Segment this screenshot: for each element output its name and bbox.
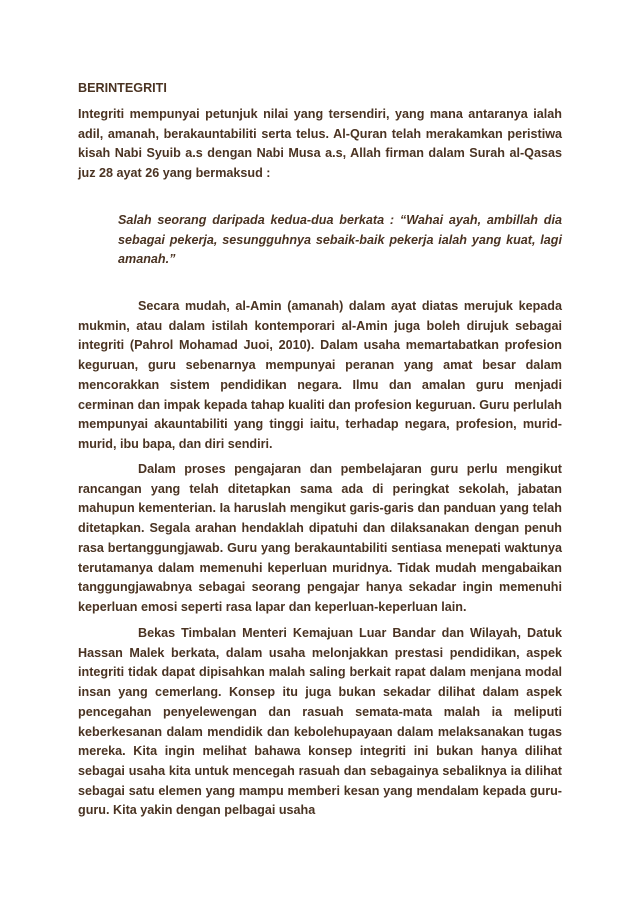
page-title: BERINTEGRITI xyxy=(78,81,167,95)
intro-paragraph: Integriti mempunyai petunjuk nilai yang tersendiri, yang mana antaranya ialah adil, amanah, berakauntabiliti serta telus. Al-Quran telah merakamkan peristiwa kisah Nabi Syuib a.s dengan Nabi Musa a.s, Allah firman dalam Surah al-Qasas juz 28 ayat 26 yang bermaksud : xyxy=(78,107,562,181)
body-paragraph-2: Dalam proses pengajaran dan pembelajaran guru perlu mengikut rancangan yang telah ditetapkan sama ada di peringkat sekolah, jabatan mahupun kementerian. Ia haruslah mengikut garis-garis dan panduan yang telah ditetapkan. Segala arahan hendaklah dipatuhi dan dilaksanakan dengan penuh rasa bertanggungjawab. Guru yang berakauntabiliti sentiasa menepati waktunya terutamanya dalam memenuhi keperluan muridnya. Tidak mudah mengabaikan tanggungjawabnya sebagai seorang pengajar hanya sekadar ingin memenuhi keperluan emosi seperti rasa lapar dan keperluan-keperluan lain. xyxy=(78,462,562,614)
body-paragraph-3: Bekas Timbalan Menteri Kemajuan Luar Bandar dan Wilayah, Datuk Hassan Malek berkata, dalam usaha melonjakkan prestasi pendidikan, aspek integriti tidak dapat dipisahkan malah saling berkait rapat dalam menjana modal insan yang cemerlang. Konsep itu juga bukan sekadar dilihat dalam aspek pencegahan penyelewengan dan rasuah semata-mata malah ia meliputi keberkesanan dalam mendidik dan kebolehupayaan dalam melaksanakan tugas mereka. Kita ingin melihat bahawa konsep integriti ini bukan hanya dilihat sebagai usaha kita untuk mencegah rasuah dan sebagainya sebaliknya ia dilihat sebagai satu elemen yang mampu memberi kesan yang mendalam kepada guru-guru. Kita yakin dengan pelbagai usaha xyxy=(78,626,562,818)
quran-quote: Salah seorang daripada kedua-dua berkata : “Wahai ayah, ambillah dia sebagai pekerja, sesungguhnya sebaik-baik pekerja ialah yang kuat, lagi amanah.” xyxy=(118,213,562,267)
document-page xyxy=(78,0,562,903)
body-paragraph-1: Secara mudah, al-Amin (amanah) dalam ayat diatas merujuk kepada mukmin, atau dalam istilah kontemporari al-Amin juga boleh dirujuk sebagai integriti (Pahrol Mohamad Juoi, 2010). Dalam usaha memartabatkan profesion keguruan, guru sebenarnya mempunyai peranan yang amat besar dalam mencorakkan sistem pendidikan negara. Ilmu dan amalan guru menjadi cerminan dan impak kepada tahap kualiti dan profesion keguruan. Guru perlulah mempunyai akauntabiliti yang tinggi iaitu, terhadap negara, profesion, murid-murid, ibu bapa, dan diri sendiri. xyxy=(78,299,562,451)
